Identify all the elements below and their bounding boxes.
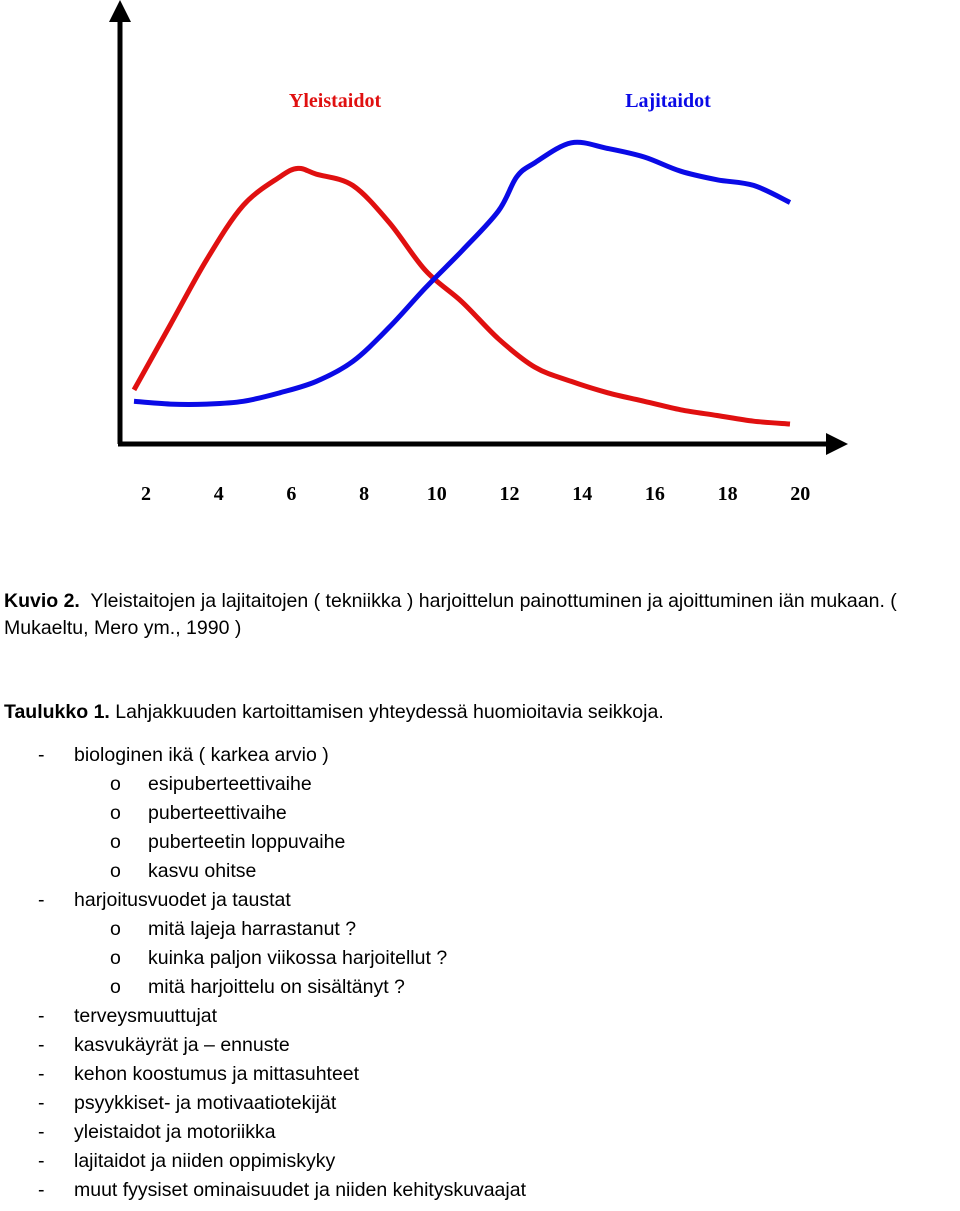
legend-label-yleistaidot: Yleistaidot [288,90,382,112]
list-bullet: - [38,1005,45,1027]
list-bullet: o [110,976,121,998]
list-bullet: o [110,947,121,969]
list-item-text: kasvu ohitse [148,860,257,882]
chart-svg [0,0,960,540]
list-bullet: - [38,1034,45,1056]
series-line-yleistaidot [134,168,790,424]
list-item-text: puberteettivaihe [148,802,287,824]
list-item-text: yleistaidot ja motoriikka [74,1121,276,1143]
caption-text: Yleistaitojen ja lajitaitojen ( tekniikka ) harjoittelun painottuminen ja ajoittuminen iän mukaan. ( Mukaeltu, Mero ym., 1990 ) [4,590,897,639]
y-axis-arrow [109,0,131,22]
list-bullet: - [38,1121,45,1143]
considerations-list [4,741,960,1205]
list-item-text: psyykkiset- ja motivaatiotekijät [74,1092,337,1114]
list-item [4,1002,960,1031]
list-bullet: o [110,918,121,940]
list-bullet: o [110,860,121,882]
list-bullet: o [110,831,121,853]
sub-list-item [4,973,960,1002]
x-tick-label: 6 [286,483,297,505]
x-tick-label: 16 [644,483,665,505]
list-bullet: - [38,889,45,911]
caption-label: Kuvio 2. [4,590,80,612]
list-item [4,1118,960,1147]
list-item-text: terveysmuuttujat [74,1005,218,1027]
sub-list-item [4,915,960,944]
list-item [4,1060,960,1089]
list-item-text: harjoitusvuodet ja taustat [74,889,291,911]
legend [289,90,711,112]
list-bullet: - [38,1092,45,1114]
list-item-text: kasvukäyrät ja – ennuste [74,1034,290,1056]
x-tick-label: 2 [141,483,151,505]
table-caption [4,699,960,726]
list-item [4,1147,960,1176]
sub-list-item [4,770,960,799]
sub-list-item [4,857,960,886]
list-item [4,886,960,915]
x-tick-label: 4 [213,483,224,505]
list-item [4,1176,960,1205]
list-item-text: muut fyysiset ominaisuudet ja niiden kehityskuvaajat [74,1179,526,1201]
x-tick-label: 14 [572,483,593,505]
x-tick-label: 10 [426,483,447,505]
table-label: Taulukko 1. [4,701,110,723]
x-tick-label: 8 [359,483,370,505]
list-item-text: kuinka paljon viikossa harjoitellut ? [148,947,448,969]
chart-axes [109,0,848,455]
list-item-text: lajitaidot ja niiden oppimiskyky [74,1150,336,1172]
sub-list-item [4,944,960,973]
list-item-text: mitä lajeja harrastanut ? [148,918,357,940]
list-item [4,1089,960,1118]
table-title-text: Lahjakkuuden kartoittamisen yhteydessä huomioitavia seikkoja. [115,701,664,723]
list-bullet: o [110,773,121,795]
list-bullet: - [38,1179,45,1201]
list-item-text: kehon koostumus ja mittasuhteet [74,1063,360,1085]
list-item [4,1031,960,1060]
list-item-text: puberteetin loppuvaihe [148,831,346,853]
series-lines [134,142,790,424]
document-body [4,588,960,1205]
list-item-text: esipuberteettivaihe [148,773,312,795]
list-bullet: o [110,802,121,824]
x-tick-label: 12 [499,483,520,505]
x-tick-label: 20 [790,483,811,505]
sub-list-item [4,828,960,857]
list-bullet: - [38,744,45,766]
list-item-text: biologinen ikä ( karkea arvio ) [74,744,329,766]
figure-caption [4,588,960,642]
development-chart [0,0,960,540]
list-item-text: mitä harjoittelu on sisältänyt ? [148,976,405,998]
list-bullet: - [38,1150,45,1172]
x-tick-label: 18 [717,483,738,505]
legend-label-lajitaidot: Lajitaidot [625,90,711,112]
x-tick-labels [141,483,810,505]
list-bullet: - [38,1063,45,1085]
sub-list-item [4,799,960,828]
x-axis-arrow [826,433,848,455]
list-item [4,741,960,770]
series-line-lajitaidot [134,142,790,404]
